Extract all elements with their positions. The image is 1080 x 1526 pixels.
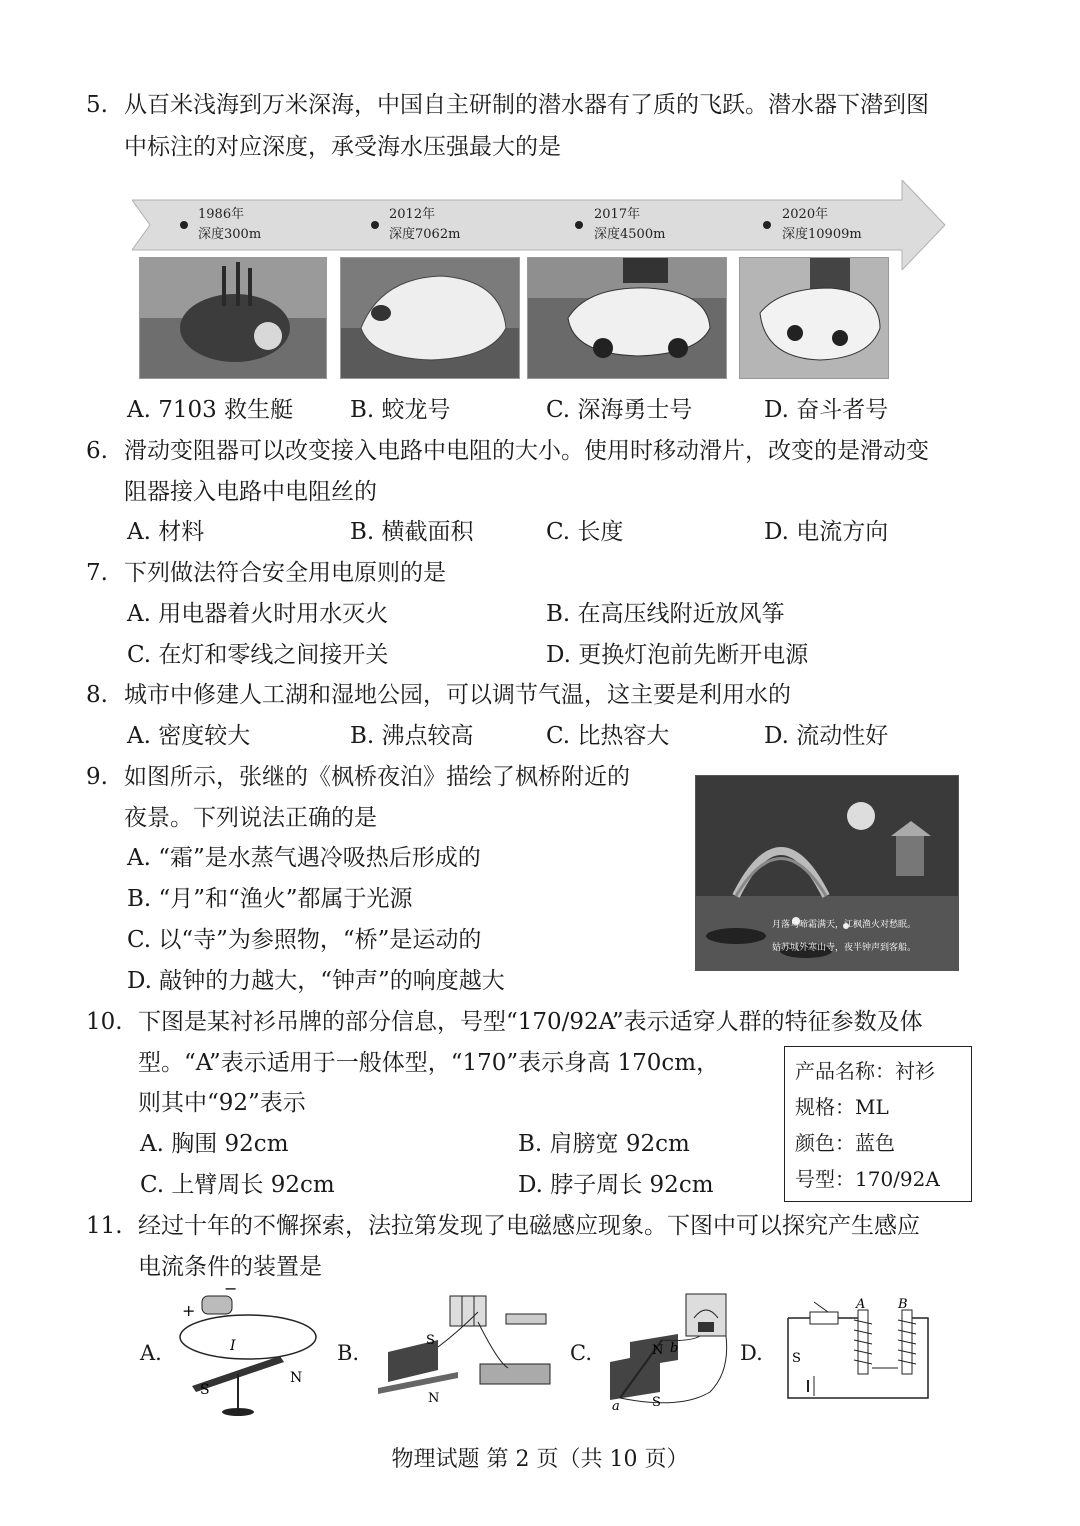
q8-stem-line1: 城市中修建人工湖和湿地公园，可以调节气温，这主要是利用水的 [124,682,791,708]
label-plus: + [182,1301,196,1320]
q7-number: 7. [86,560,108,586]
submersible-photo-3 [527,257,727,379]
poem-line-1: 月落乌啼霜满天，江枫渔火对愁眠。 [772,920,917,930]
q7-option-d[interactable]: D. 更换灯泡前先断开电源 [546,642,809,668]
label-n-needle: N [290,1370,303,1386]
q9-stem-line1: 如图所示，张继的《枫桥夜泊》描绘了枫桥附近的 [124,764,630,790]
label-n-magnet: N [428,1391,440,1406]
label-coil-a: A [856,1297,866,1312]
q6-stem-line2: 阻器接入电路中电阻丝的 [124,479,377,505]
tag-product-name: 产品名称：衬衫 [795,1059,935,1083]
q5-option-a[interactable]: A. 7103 救生艇 [127,397,294,423]
q9-number: 9. [86,764,108,790]
timeline-depth-1: 深度300m [198,227,262,242]
label-switch-s: S [792,1351,801,1366]
q10-number: 10. [86,1009,123,1035]
label-s-magnet: S [426,1333,435,1348]
q6-number: 6. [86,438,108,464]
q5-number: 5. [86,92,108,118]
q7-option-a[interactable]: A. 用电器着火时用水灭火 [127,601,389,627]
tag-size-code: 号型：170/92A [795,1167,940,1191]
q8-option-d[interactable]: D. 流动性好 [764,723,889,749]
q7-option-c[interactable]: C. 在灯和零线之间接开关 [127,642,389,668]
q5-stem-line2: 中标注的对应深度，承受海水压强最大的是 [124,134,561,160]
q8-option-c[interactable]: C. 比热容大 [546,723,670,749]
page-footer: 物理试题 第 2 页（共 10 页） [391,1447,689,1472]
shirt-tag-box [784,1046,972,1202]
q6-option-c[interactable]: C. 长度 [546,519,624,545]
timeline-year-4: 2020年 [782,207,829,222]
q10-option-b[interactable]: B. 肩膀宽 92cm [518,1131,690,1157]
q11-option-b-letter[interactable]: B. [337,1341,360,1365]
q10-stem-line1: 下图是某衬衫吊牌的部分信息，号型“170/92A”表示适穿人群的特征参数及体 [138,1009,923,1035]
q9-option-d[interactable]: D. 敲钟的力越大，“钟声”的响度越大 [127,968,505,994]
q10-option-c[interactable]: C. 上臂周长 92cm [140,1172,335,1198]
q6-option-a[interactable]: A. 材料 [127,519,205,545]
label-a: a [612,1399,620,1414]
timeline-depth-4: 深度10909m [782,227,862,242]
q7-stem-line1: 下列做法符合安全用电原则的是 [124,560,446,586]
label-minus: − [224,1282,238,1298]
q6-stem-line1: 滑动变阻器可以改变接入电路中电阻的大小。使用时移动滑片，改变的是滑动变 [124,438,929,464]
q7-option-b[interactable]: B. 在高压线附近放风筝 [546,601,785,627]
q11-diagram-d[interactable] [778,1296,938,1408]
q8-option-b[interactable]: B. 沸点较高 [350,723,474,749]
q11-number: 11. [86,1213,123,1239]
q11-stem-line2: 电流条件的装置是 [138,1254,322,1280]
label-current: I [230,1338,236,1354]
q10-option-d[interactable]: D. 脖子周长 92cm [518,1172,714,1198]
timeline-year-2: 2012年 [389,207,436,222]
submersible-photo-1 [139,257,327,379]
q11-option-a-letter[interactable]: A. [140,1341,162,1365]
q11-option-c-letter[interactable]: C. [570,1341,592,1365]
timeline-year-1: 1986年 [198,207,245,222]
label-s-c: S [652,1395,661,1410]
label-n-c: N [652,1343,664,1358]
q11-stem-line1: 经过十年的不懈探索，法拉第发现了电磁感应现象。下图中可以探究产生感应 [138,1213,920,1239]
q9-option-b[interactable]: B. “月”和“渔火”都属于光源 [127,886,413,912]
timeline-depth-2: 深度7062m [389,227,461,242]
timeline-depth-3: 深度4500m [594,227,666,242]
q10-stem-line2: 型。“A”表示适用于一般体型，“170”表示身高 170cm， [138,1050,720,1076]
q5-option-b[interactable]: B. 蛟龙号 [350,397,451,423]
q5-option-c[interactable]: C. 深海勇士号 [546,397,693,423]
tag-color: 颜色：蓝色 [795,1131,895,1155]
q8-option-a[interactable]: A. 密度较大 [127,723,251,749]
q10-option-a[interactable]: A. 胸围 92cm [140,1131,289,1157]
label-s-needle: S [200,1382,210,1398]
submersible-photo-4 [739,257,889,379]
timeline-year-3: 2017年 [594,207,641,222]
label-b: b [670,1341,679,1356]
q8-number: 8. [86,682,108,708]
q11-diagram-a[interactable] [168,1282,328,1422]
q11-diagram-b[interactable] [378,1292,558,1408]
q5-stem-line1: 从百米浅海到万米深海，中国自主研制的潜水器有了质的飞跃。潜水器下潜到图 [124,92,929,118]
q11-diagram-c[interactable] [600,1292,742,1416]
poem-line-2: 姑苏城外寒山寺，夜半钟声到客船。 [772,943,917,953]
q6-option-d[interactable]: D. 电流方向 [764,519,889,545]
q11-option-d-letter[interactable]: D. [740,1341,763,1365]
label-coil-b: B [898,1297,908,1312]
q9-stem-line2: 夜景。下列说法正确的是 [124,805,377,831]
submersible-photo-2 [340,257,520,379]
q9-option-c[interactable]: C. 以“寺”为参照物，“桥”是运动的 [127,927,482,953]
tag-spec: 规格：ML [795,1095,889,1119]
q9-night-scene-image [695,775,959,971]
q9-option-a[interactable]: A. “霜”是水蒸气遇冷吸热后形成的 [127,845,481,871]
q10-stem-line3: 则其中“92”表示 [138,1090,306,1116]
q6-option-b[interactable]: B. 横截面积 [350,519,474,545]
q5-option-d[interactable]: D. 奋斗者号 [764,397,889,423]
